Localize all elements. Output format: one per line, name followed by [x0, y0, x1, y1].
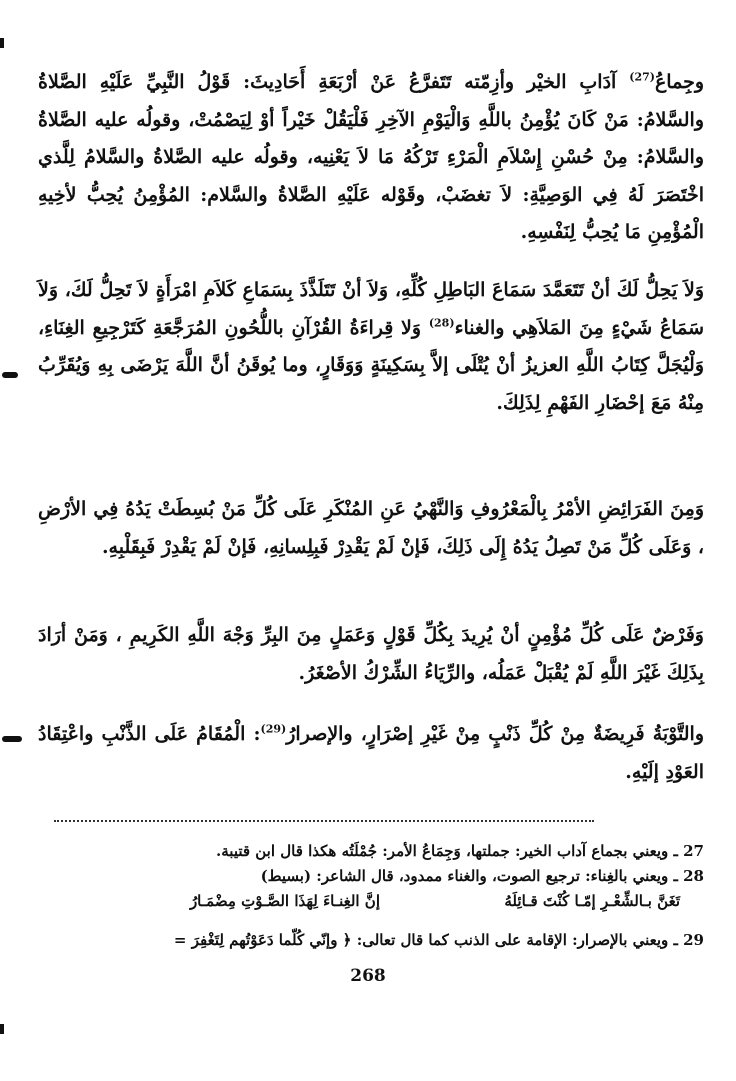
- body-paragraph: [38, 491, 704, 566]
- footnote-separator: [54, 820, 594, 822]
- footnote-reference[interactable]: (29): [260, 722, 287, 736]
- body-paragraph: [38, 716, 704, 791]
- verse-first-hemistich: تَغَنَّ بـالشِّعْـرِ إمّـا كُنْتَ قـائِلَهُ: [504, 892, 680, 910]
- footnote-28: 28 ـ ويعني بالغِناء: ترجيع الصوت، والغناء ممدود، قال الشاعر: (بسيط): [260, 867, 704, 885]
- body-paragraph: [38, 617, 704, 692]
- paragraph-text: : الْمُقَامُ عَلَى الذَّنْبِ واعْتِقَادُ العَوْدِ إلَيْهِ.: [38, 723, 704, 783]
- paragraph-text: وجِماعُ: [654, 71, 704, 93]
- scan-edge-mark: [2, 736, 22, 742]
- scan-edge-mark: [0, 1024, 4, 1034]
- body-paragraph: [38, 272, 704, 422]
- verse-second-hemistich: إنَّ الغِنـاءَ لِهَذَا الصَّـوْتِ مِضْمَـارُ: [189, 892, 380, 910]
- footnote-reference[interactable]: (27): [629, 70, 655, 84]
- paragraph-text: وَلاَ يَحِلُّ لَكَ أنْ تَتَعَمَّدَ سَمَاعَ البَاطِلِ كُلِّهِ، وَلاَ أنْ تَتَلَذَّذَ بِسَمَاعِ كَلاَمِ امْرَأَةٍ لاَ تَحِلُّ لَكَ، وَلاَ سَمَاعُ شَيْءٍ مِنَ المَلاَهِي والغناء: [38, 279, 704, 339]
- footnote-29: 29 ـ ويعني بالإصرار: الإقامة على الذنب كما قال تعالى: ﴿ وإنّي كُلّما دَعَوْتُهم لِتَغْفِرَ =: [173, 931, 704, 949]
- paragraph-text: والتَّوْبَةُ فَرِيضَةٌ مِنْ كُلِّ ذَنْبٍ مِنْ غَيْرِ إصْرَارٍ، والإصرارُ: [286, 723, 704, 745]
- paragraph-text: وَلا قِراءَةُ القُرْآنِ باللُّحُونِ المُرَجَّعَةِ كَتَرْجِيعِ الغِنَاءِ، وَلْيُجَلَّ كِتَابُ اللَّهِ العزيزُ أنْ يُتْلَى إلاَّ بِسَكِينَةٍ وَوَقَارٍ، وما يُوقَنُ أنَّ اللَّهَ يَرْضَى بِهِ وَيُقَرِّبُ مِنْهُ مَعَ إحْضَارِ الفَهْمِ لِذَلِكَ.: [38, 316, 704, 414]
- page-number: 268: [350, 966, 386, 986]
- paragraph-text: وَفَرْضٌ عَلَى كُلِّ مُؤْمِنٍ أنْ يُرِيدَ بِكُلِّ قَوْلٍ وَعَمَلٍ مِنَ البِرِّ وَجْهَ اللَّهِ الكَرِيمِ ، وَمَنْ أرَادَ بِذَلِكَ غَيْرَ اللَّهِ لَمْ يُقْبَلْ عَمَلُه، والرِّيَاءُ الشِّرْكُ الأصْغَرُ.: [38, 624, 704, 684]
- footnote-27: 27 ـ ويعني بجماع آداب الخير: جملتها، وَجِمَاعُ الأمر: جُمْلَتُه هكذا قال ابن قتيبة.: [216, 842, 704, 860]
- paragraph-text: وَمِنَ الفَرَائِضِ الأمْرُ بِالْمَعْرُوفِ وَالنَّهْيُ عَنِ المُنْكَرِ عَلَى كُلِّ مَنْ بُسِطَتْ يَدُهُ فِي الأرْضِ ، وَعَلَى كُلِّ مَنْ تَصِلُ يَدُهُ إِلَى ذَلِكَ، فَإنْ لَمْ يَقْدِرْ فَبِلِسانِهِ، فَإنْ لَمْ يَقْدِرْ فَبِقَلْبِهِ.: [38, 498, 704, 558]
- scan-edge-mark: [2, 372, 18, 378]
- footnote-reference[interactable]: (28): [428, 316, 455, 330]
- scan-edge-mark: [0, 38, 4, 48]
- body-paragraph: [38, 64, 704, 252]
- paragraph-text: آدَابِ الخيْر وأزِمّته تَتَفرَّعُ عَنْ أرْبَعَةِ أَحَادِيثَ: قَوْلُ النَّبِيِّ عَلَيْهِ الصَّلاةُ والسَّلامُ: مَنْ كَانَ يُؤْمِنُ باللَّهِ وَالْيَوْمِ الآخِرِ فَلْيَقُلْ خَيْراً أوْ لِيَصْمُتْ، وقولُه عليه الصَّلاةُ والسَّلامُ: مِنْ حُسْنِ إِسْلاَمِ الْمَرْءِ تَرْكُهُ مَا لاَ يَعْنِيه، وقولُه عليه الصَّلاةُ والسَّلامُ لِلَّذي اخْتَصَرَ لَهُ فِي الوَصِيَّةِ: لاَ تغضَبْ، وقَوْله عَلَيْهِ الصَّلاةُ والسَّلام: المُؤْمِنُ يُحِبُّ لأخِيهِ الْمُؤْمِنِ مَا يُحِبُّ لِنَفْسِهِ.: [38, 71, 704, 243]
